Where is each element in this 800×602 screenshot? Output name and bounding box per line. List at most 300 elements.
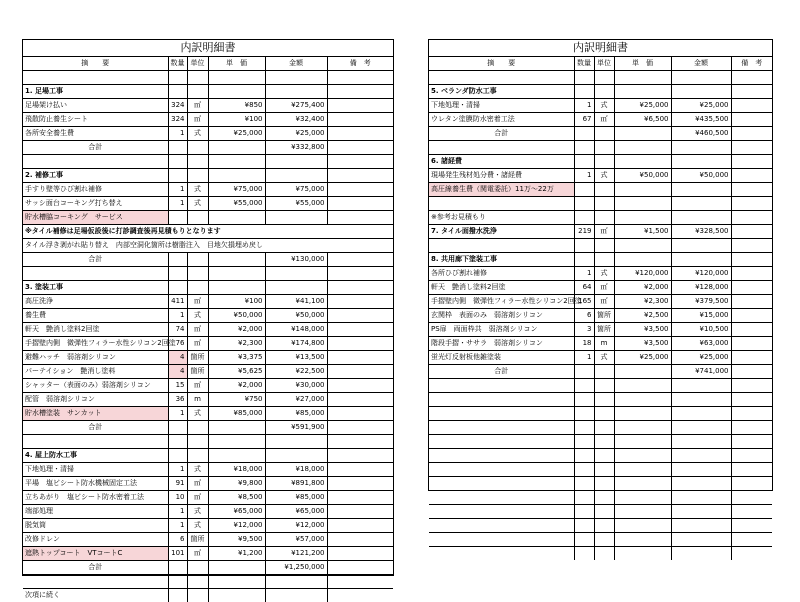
item-unit: 式 — [594, 99, 614, 113]
item-quantity: 1 — [168, 197, 187, 211]
empty-cell — [671, 71, 731, 85]
item-quantity — [168, 589, 187, 602]
table-row — [23, 113, 393, 127]
item-unit-price: ¥120,000 — [614, 267, 671, 281]
item-remarks — [327, 337, 393, 351]
empty-cell — [265, 71, 327, 85]
item-quantity: 91 — [168, 477, 187, 491]
section-row — [429, 253, 772, 267]
item-amount: ¥13,500 — [265, 351, 327, 365]
subtotal-amount: ¥1,250,000 — [265, 561, 327, 575]
table-row — [23, 379, 393, 393]
blank-row — [23, 575, 393, 589]
empty-cell — [429, 435, 574, 449]
item-description: 階段手摺・ササラ 弱溶剤シリコン — [429, 337, 574, 351]
item-unit: 式 — [187, 505, 208, 519]
empty-cell — [187, 71, 208, 85]
empty-cell — [208, 281, 265, 295]
item-unit-price: ¥12,000 — [208, 519, 265, 533]
item-remarks — [327, 365, 393, 379]
empty-cell — [671, 435, 731, 449]
empty-cell — [614, 519, 671, 533]
item-amount: ¥55,000 — [265, 197, 327, 211]
item-amount: ¥128,000 — [671, 281, 731, 295]
empty-cell — [731, 449, 772, 463]
empty-cell — [327, 435, 393, 449]
table-row — [429, 351, 772, 365]
table-row — [23, 351, 393, 365]
empty-cell — [671, 449, 731, 463]
item-remarks — [327, 127, 393, 141]
empty-cell — [614, 141, 671, 155]
empty-cell — [168, 435, 187, 449]
item-remarks — [327, 533, 393, 547]
empty-cell — [168, 85, 187, 99]
item-unit-price: ¥2,000 — [208, 379, 265, 393]
statement-table — [23, 57, 393, 602]
subtotal-row — [23, 253, 393, 267]
item-unit: ㎡ — [594, 225, 614, 239]
item-amount: ¥121,200 — [265, 547, 327, 561]
item-remarks — [327, 99, 393, 113]
empty-cell — [208, 267, 265, 281]
empty-cell — [614, 421, 671, 435]
item-quantity — [574, 183, 594, 197]
item-description: 足場架け払い — [23, 99, 168, 113]
empty-cell — [594, 421, 614, 435]
item-description: 貯水槽塗装 サンカット — [23, 407, 168, 421]
empty-cell — [574, 253, 594, 267]
empty-cell — [574, 547, 594, 561]
empty-cell — [208, 85, 265, 99]
header-description: 摘 要 — [429, 57, 574, 71]
item-unit: 式 — [594, 169, 614, 183]
empty-cell — [614, 477, 671, 491]
item-quantity: 18 — [574, 337, 594, 351]
item-unit: ㎡ — [594, 281, 614, 295]
item-unit-price: ¥750 — [208, 393, 265, 407]
empty-cell — [574, 197, 594, 211]
table-row — [429, 99, 772, 113]
table-row — [429, 225, 772, 239]
item-unit-price: ¥2,000 — [208, 323, 265, 337]
section-title: 4. 屋上防水工事 — [23, 449, 168, 463]
item-unit: 箇所 — [594, 309, 614, 323]
empty-cell — [614, 435, 671, 449]
item-unit: ㎡ — [187, 477, 208, 491]
item-description: 立ちあがり 塩ビシート防水密着工法 — [23, 491, 168, 505]
item-remarks — [327, 309, 393, 323]
item-description: 端部処理 — [23, 505, 168, 519]
empty-cell — [168, 141, 187, 155]
item-remarks — [731, 183, 772, 197]
blank-row — [429, 491, 772, 505]
empty-cell — [731, 155, 772, 169]
blank-row — [429, 393, 772, 407]
empty-cell — [208, 141, 265, 155]
empty-cell — [614, 365, 671, 379]
item-amount: ¥27,000 — [265, 393, 327, 407]
empty-cell — [731, 393, 772, 407]
header-row — [23, 57, 393, 71]
empty-cell — [671, 141, 731, 155]
empty-cell — [574, 393, 594, 407]
item-quantity: 4 — [168, 351, 187, 365]
item-quantity: 165 — [574, 295, 594, 309]
item-description: 手摺壁内側 微弾性フィラー水性シリコン2回塗 — [23, 337, 168, 351]
item-unit: ㎡ — [594, 113, 614, 127]
blank-row — [429, 421, 772, 435]
empty-cell — [327, 155, 393, 169]
empty-cell — [731, 141, 772, 155]
empty-cell — [594, 407, 614, 421]
subtotal-row — [429, 365, 772, 379]
empty-cell — [429, 463, 574, 477]
empty-cell — [429, 449, 574, 463]
header-unit: 単位 — [594, 57, 614, 71]
empty-cell — [168, 169, 187, 183]
empty-cell — [594, 365, 614, 379]
empty-cell — [23, 155, 168, 169]
section-title: 6. 諸経費 — [429, 155, 574, 169]
item-unit: 式 — [187, 463, 208, 477]
empty-cell — [327, 281, 393, 295]
section-row — [23, 281, 393, 295]
item-amount: ¥435,500 — [671, 113, 731, 127]
item-unit: m — [594, 337, 614, 351]
subtotal-label: 合計 — [23, 141, 168, 155]
empty-cell — [429, 505, 574, 519]
table-row — [429, 183, 772, 197]
item-unit: ㎡ — [187, 323, 208, 337]
item-remarks — [327, 477, 393, 491]
empty-cell — [265, 449, 327, 463]
sheet-title: 内訳明細書 — [429, 40, 772, 57]
item-description: ※参考お見積もり — [429, 211, 574, 225]
empty-cell — [429, 393, 574, 407]
item-description: パーテイション 艶消し塗料 — [23, 365, 168, 379]
note-text: タイル浮き剥がれ貼り替え 内部空洞化箇所は樹脂注入 目地欠損埋め戻し — [23, 239, 393, 253]
table-row — [23, 365, 393, 379]
section-title: 3. 塗装工事 — [23, 281, 168, 295]
item-description: サッシ面台コーキング打ち替え — [23, 197, 168, 211]
item-unit-price: ¥25,000 — [208, 127, 265, 141]
item-unit-price: ¥3,500 — [614, 337, 671, 351]
item-amount: ¥57,000 — [265, 533, 327, 547]
table-row — [429, 323, 772, 337]
item-quantity: 15 — [168, 379, 187, 393]
empty-cell — [574, 71, 594, 85]
item-remarks — [327, 547, 393, 561]
item-remarks — [731, 351, 772, 365]
subtotal-amount: ¥460,500 — [671, 127, 731, 141]
empty-cell — [594, 505, 614, 519]
item-quantity: 6 — [168, 533, 187, 547]
blank-row — [429, 239, 772, 253]
item-unit-price: ¥3,500 — [614, 323, 671, 337]
empty-cell — [594, 197, 614, 211]
item-amount: ¥891,800 — [265, 477, 327, 491]
empty-cell — [594, 463, 614, 477]
item-unit: 箇所 — [594, 323, 614, 337]
item-remarks — [731, 99, 772, 113]
item-amount: ¥174,800 — [265, 337, 327, 351]
item-amount: ¥10,500 — [671, 323, 731, 337]
table-row — [23, 127, 393, 141]
empty-cell — [574, 519, 594, 533]
empty-cell — [671, 393, 731, 407]
item-remarks — [327, 211, 393, 225]
item-unit-price: ¥2,500 — [614, 309, 671, 323]
item-unit: 式 — [187, 407, 208, 421]
item-remarks — [327, 323, 393, 337]
item-unit: 箇所 — [187, 533, 208, 547]
empty-cell — [208, 169, 265, 183]
table-row — [429, 169, 772, 183]
empty-cell — [671, 85, 731, 99]
item-unit-price — [208, 589, 265, 602]
empty-cell — [671, 155, 731, 169]
item-amount: ¥15,000 — [671, 309, 731, 323]
empty-cell — [327, 253, 393, 267]
note-text: ※タイル補修は足場仮設後に打診調査後再見積もりとなります — [23, 225, 393, 239]
blank-row — [23, 267, 393, 281]
item-unit-price — [614, 211, 671, 225]
subtotal-label: 合計 — [23, 421, 168, 435]
empty-cell — [731, 379, 772, 393]
item-quantity — [168, 211, 187, 225]
item-remarks — [731, 295, 772, 309]
empty-cell — [731, 477, 772, 491]
table-row — [23, 505, 393, 519]
item-amount: ¥22,500 — [265, 365, 327, 379]
empty-cell — [594, 547, 614, 561]
empty-cell — [594, 155, 614, 169]
empty-cell — [574, 477, 594, 491]
empty-cell — [429, 547, 574, 561]
empty-cell — [671, 197, 731, 211]
empty-cell — [187, 449, 208, 463]
empty-cell — [429, 491, 574, 505]
item-unit: 式 — [187, 183, 208, 197]
empty-cell — [187, 575, 208, 589]
blank-row — [429, 477, 772, 491]
empty-cell — [429, 197, 574, 211]
subtotal-row — [23, 141, 393, 155]
table-row — [23, 393, 393, 407]
empty-cell — [327, 449, 393, 463]
empty-cell — [168, 253, 187, 267]
item-quantity: 219 — [574, 225, 594, 239]
empty-cell — [731, 253, 772, 267]
item-description: 配管 弱溶剤シリコン — [23, 393, 168, 407]
item-remarks — [327, 407, 393, 421]
item-unit: 式 — [187, 197, 208, 211]
item-remarks — [731, 211, 772, 225]
item-description: 遮熱トップコート VTコートC — [23, 547, 168, 561]
empty-cell — [574, 463, 594, 477]
item-amount: ¥275,400 — [265, 99, 327, 113]
item-amount — [265, 589, 327, 602]
item-unit: m — [187, 393, 208, 407]
empty-cell — [671, 239, 731, 253]
item-unit-price: ¥1,200 — [208, 547, 265, 561]
empty-cell — [187, 169, 208, 183]
item-unit-price: ¥25,000 — [614, 351, 671, 365]
item-remarks — [327, 183, 393, 197]
item-description: 改修ドレン — [23, 533, 168, 547]
empty-cell — [594, 379, 614, 393]
empty-cell — [594, 141, 614, 155]
table-row — [23, 407, 393, 421]
empty-cell — [574, 407, 594, 421]
item-amount — [265, 211, 327, 225]
item-description: 避難ハッチ 弱溶剤シリコン — [23, 351, 168, 365]
item-unit — [594, 183, 614, 197]
item-amount: ¥379,500 — [671, 295, 731, 309]
blank-row — [429, 533, 772, 547]
empty-cell — [187, 421, 208, 435]
item-quantity: 1 — [574, 351, 594, 365]
blank-row — [429, 141, 772, 155]
empty-cell — [671, 253, 731, 267]
item-remarks — [327, 491, 393, 505]
header-unit-price: 単 価 — [614, 57, 671, 71]
empty-cell — [23, 575, 168, 589]
item-remarks — [731, 169, 772, 183]
item-unit: ㎡ — [187, 547, 208, 561]
empty-cell — [731, 547, 772, 561]
empty-cell — [594, 533, 614, 547]
item-unit-price: ¥18,000 — [208, 463, 265, 477]
item-unit-price: ¥100 — [208, 113, 265, 127]
empty-cell — [23, 267, 168, 281]
empty-cell — [187, 267, 208, 281]
empty-cell — [614, 155, 671, 169]
empty-cell — [208, 435, 265, 449]
empty-cell — [671, 547, 731, 561]
empty-cell — [168, 281, 187, 295]
empty-cell — [614, 127, 671, 141]
section-title: 1. 足場工事 — [23, 85, 168, 99]
item-unit: 箇所 — [187, 351, 208, 365]
empty-cell — [594, 477, 614, 491]
empty-cell — [208, 421, 265, 435]
item-unit — [187, 589, 208, 602]
empty-cell — [671, 505, 731, 519]
item-unit — [594, 211, 614, 225]
table-row — [429, 281, 772, 295]
table-row — [23, 211, 393, 225]
empty-cell — [671, 491, 731, 505]
empty-cell — [614, 449, 671, 463]
item-remarks — [327, 351, 393, 365]
blank-row — [429, 197, 772, 211]
item-unit-price: ¥75,000 — [208, 183, 265, 197]
item-unit-price: ¥6,500 — [614, 113, 671, 127]
item-quantity: 1 — [168, 309, 187, 323]
item-quantity: 74 — [168, 323, 187, 337]
blank-row — [429, 547, 772, 561]
empty-cell — [614, 379, 671, 393]
item-unit: ㎡ — [187, 379, 208, 393]
header-quantity: 数量 — [574, 57, 594, 71]
header-amount: 金額 — [265, 57, 327, 71]
subtotal-amount: ¥332,800 — [265, 141, 327, 155]
item-quantity: 324 — [168, 99, 187, 113]
item-unit-price: ¥2,300 — [208, 337, 265, 351]
item-amount: ¥85,000 — [265, 491, 327, 505]
empty-cell — [731, 421, 772, 435]
empty-cell — [594, 71, 614, 85]
item-description: 脱気筒 — [23, 519, 168, 533]
subtotal-label: 合計 — [429, 365, 574, 379]
blank-row — [23, 435, 393, 449]
item-quantity: 1 — [574, 169, 594, 183]
item-remarks — [731, 225, 772, 239]
empty-cell — [208, 575, 265, 589]
item-description: 養生費 — [23, 309, 168, 323]
item-amount: ¥18,000 — [265, 463, 327, 477]
subtotal-label: 合計 — [23, 561, 168, 575]
item-description: 高圧洗浄 — [23, 295, 168, 309]
item-description: 現場発生残材処分費・諸経費 — [429, 169, 574, 183]
empty-cell — [731, 85, 772, 99]
item-unit-price: ¥2,300 — [614, 295, 671, 309]
empty-cell — [614, 407, 671, 421]
item-unit-price: ¥50,000 — [208, 309, 265, 323]
subtotal-amount: ¥591,900 — [265, 421, 327, 435]
item-amount: ¥50,000 — [671, 169, 731, 183]
blank-row — [429, 505, 772, 519]
empty-cell — [429, 71, 574, 85]
item-quantity: 76 — [168, 337, 187, 351]
table-row — [23, 491, 393, 505]
empty-cell — [574, 449, 594, 463]
section-row — [429, 155, 772, 169]
item-description: 蛍光灯反射板他雑塗装 — [429, 351, 574, 365]
empty-cell — [731, 519, 772, 533]
item-remarks — [327, 589, 393, 602]
item-amount: ¥65,000 — [265, 505, 327, 519]
item-remarks — [327, 393, 393, 407]
empty-cell — [574, 533, 594, 547]
table-row — [429, 295, 772, 309]
header-row — [429, 57, 772, 71]
item-unit-price: ¥2,000 — [614, 281, 671, 295]
subtotal-amount: ¥130,000 — [265, 253, 327, 267]
item-description: 軒天 艶消し塗料2回塗 — [429, 281, 574, 295]
empty-cell — [327, 575, 393, 589]
empty-cell — [429, 477, 574, 491]
table-row — [23, 295, 393, 309]
header-quantity: 数量 — [168, 57, 187, 71]
empty-cell — [23, 71, 168, 85]
item-unit-price: ¥1,500 — [614, 225, 671, 239]
section-row — [23, 449, 393, 463]
item-unit-price: ¥100 — [208, 295, 265, 309]
item-amount: ¥85,000 — [265, 407, 327, 421]
table-row — [23, 533, 393, 547]
empty-cell — [574, 379, 594, 393]
blank-row — [429, 519, 772, 533]
empty-cell — [614, 239, 671, 253]
table-row — [429, 337, 772, 351]
empty-cell — [614, 547, 671, 561]
empty-cell — [594, 449, 614, 463]
item-unit-price: ¥3,375 — [208, 351, 265, 365]
header-unit: 単位 — [187, 57, 208, 71]
